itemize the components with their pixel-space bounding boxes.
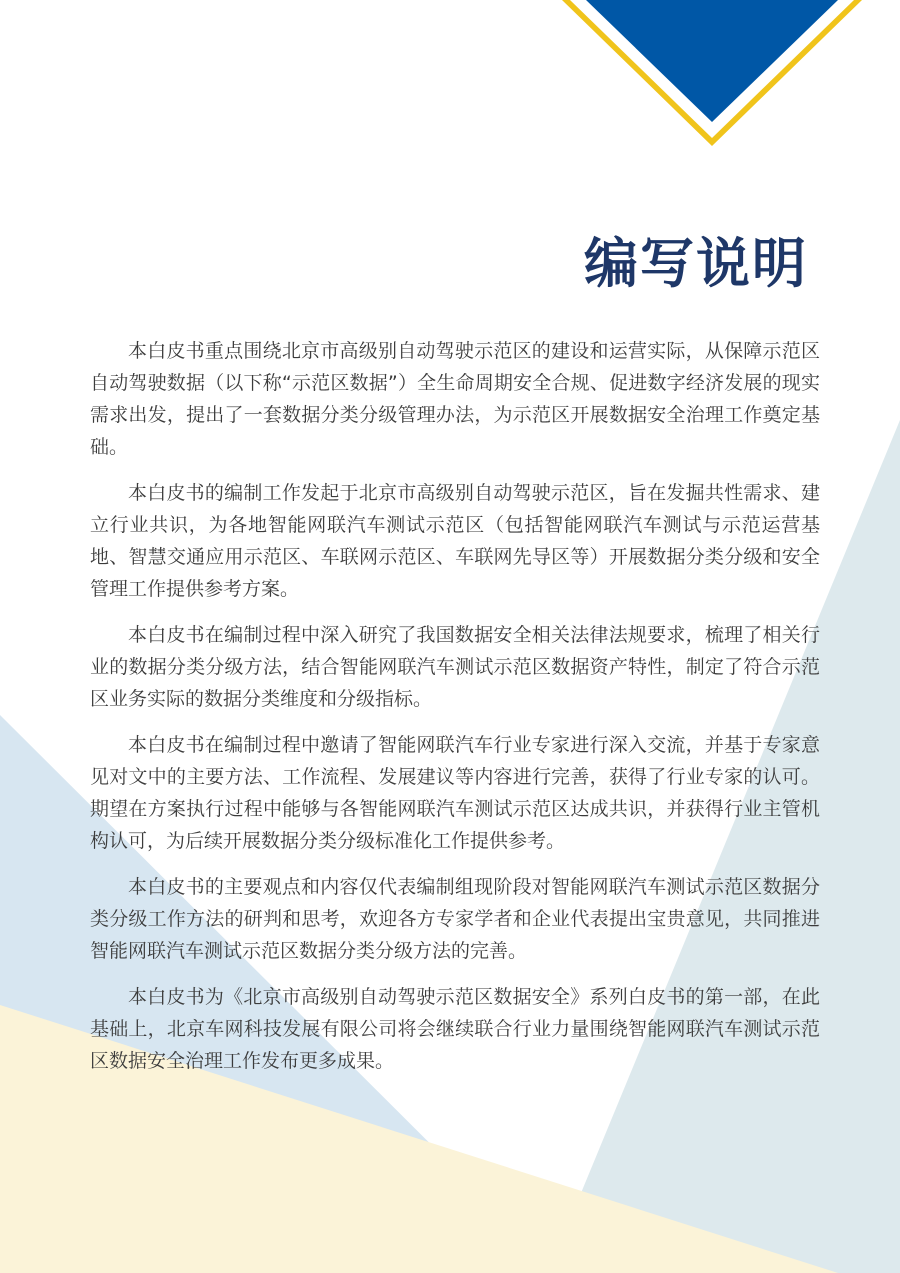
body-text (90, 335, 820, 1091)
paragraph-6: 本白皮书为《北京市高级别自动驾驶示范区数据安全》系列白皮书的第一部，在此基础上，北京车网科技发展有限公司将会继续联合行业力量围绕智能网联汽车测试示范区数据安全治理工作发布更多成果。 (90, 986, 820, 1072)
paragraph-4: 本白皮书在编制过程中邀请了智能网联汽车行业专家进行深入交流，并基于专家意见对文中的主要方法、工作流程、发展建议等内容进行完善，获得了行业专家的认可。期望在方案执行过程中能够与各智能网联汽车测试示范区达成共识，并获得行业主管机构认可，为后续开展数据分类分级标准化工作提供参考。 (90, 734, 820, 852)
paragraph-5: 本白皮书的主要观点和内容仅代表编制组现阶段对智能网联汽车测试示范区数据分类分级工作方法的研判和思考，欢迎各方专家学者和企业代表提出宝贵意见，共同推进智能网联汽车测试示范区数据分类分级方法的完善。 (90, 876, 820, 962)
paragraph-3: 本白皮书在编制过程中深入研究了我国数据安全相关法律法规要求，梳理了相关行业的数据分类分级方法，结合智能网联汽车测试示范区数据资产特性，制定了符合示范区业务实际的数据分类维度和分级指标。 (90, 624, 820, 710)
header-blue-triangle (586, 0, 838, 122)
paragraph-1: 本白皮书重点围绕北京市高级别自动驾驶示范区的建设和运营实际，从保障示范区自动驾驶数据（以下称“示范区数据”）全生命周期安全合规、促进数字经济发展的现实需求出发，提出了一套数据分类分级管理办法，为示范区开展数据安全治理工作奠定基础。 (90, 340, 820, 458)
page-title: 编写说明 (584, 232, 808, 295)
paragraph-2: 本白皮书的编制工作发起于北京市高级别自动驾驶示范区，旨在发掘共性需求、建立行业共识，为各地智能网联汽车测试示范区（包括智能网联汽车测试与示范运营基地、智慧交通应用示范区、车联网示范区、车联网先导区等）开展数据分类分级和安全管理工作提供参考方案。 (90, 482, 820, 600)
